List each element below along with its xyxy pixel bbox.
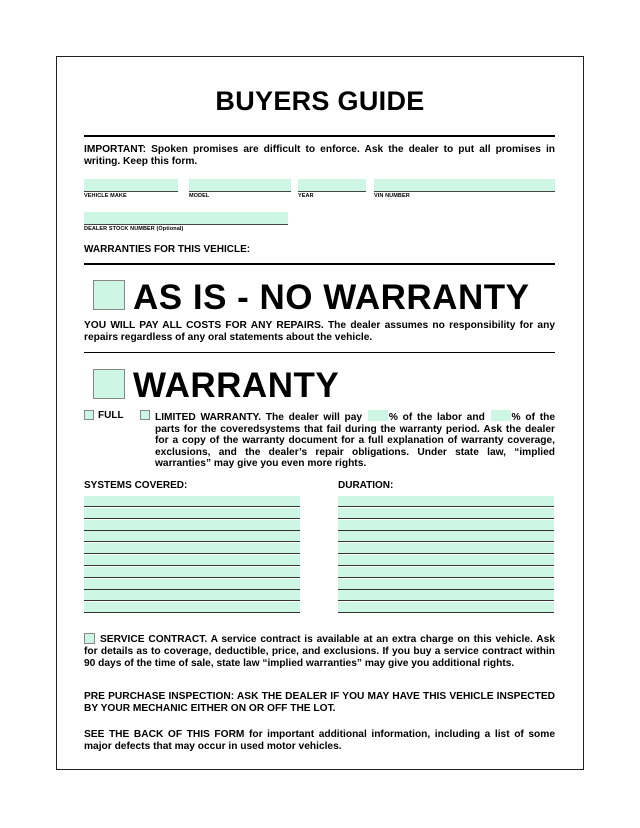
duration-line[interactable]	[338, 508, 554, 519]
model-label: MODEL	[189, 193, 210, 199]
full-label: FULL	[98, 410, 124, 421]
systems-covered-line[interactable]	[84, 543, 300, 554]
systems-covered-line[interactable]	[84, 555, 300, 566]
systems-covered-line[interactable]	[84, 531, 300, 542]
systems-covered-line[interactable]	[84, 590, 300, 601]
as-is-heading: AS IS - NO WARRANTY	[133, 278, 530, 317]
systems-covered-line[interactable]	[84, 508, 300, 519]
important-notice: IMPORTANT: Spoken promises are difficult to enforce. Ask the dealer to put all promises in writing. Keep this form.	[84, 144, 555, 167]
warranties-heading: WARRANTIES FOR THIS VEHICLE:	[84, 244, 251, 255]
limited-warranty-text-part1: LIMITED WARRANTY. The dealer will pay	[155, 412, 363, 423]
duration-line[interactable]	[338, 555, 554, 566]
divider	[84, 263, 555, 265]
duration-line[interactable]	[338, 531, 554, 542]
duration-line[interactable]	[338, 579, 554, 590]
duration-line[interactable]	[338, 602, 554, 613]
pre-purchase-inspection-text: PRE PURCHASE INSPECTION: ASK THE DEALER IF YOU MAY HAVE THIS VEHICLE INSPECTED BY YOUR MECHANIC EITHER ON OR OFF THE LOT.	[84, 691, 555, 714]
as-is-text: YOU WILL PAY ALL COSTS FOR ANY REPAIRS. The dealer assumes no responsibility for any repairs regardless of any oral statements about the vehicle.	[84, 320, 555, 343]
divider	[84, 352, 555, 353]
duration-line[interactable]	[338, 590, 554, 601]
duration-line[interactable]	[338, 496, 554, 507]
duration-line[interactable]	[338, 567, 554, 578]
as-is-checkbox[interactable]	[93, 280, 125, 310]
year-label: YEAR	[298, 193, 314, 199]
systems-covered-heading: SYSTEMS COVERED:	[84, 480, 188, 491]
systems-covered-line[interactable]	[84, 602, 300, 613]
page-title: BUYERS GUIDE	[215, 86, 425, 116]
service-contract-text: SERVICE CONTRACT. A service contract is available at an extra charge on this vehicle. Ask for details as to coverage, deductible, price, and exclusions. If you buy a service contract within 90 days of the time of sale, state law “implied warranties” may give you additional rights.	[84, 634, 555, 669]
duration-line[interactable]	[338, 520, 554, 531]
limited-warranty-text-part3: % of the parts for the coveredsystems that fail during the warranty period. Ask the dealer for a copy of the warranty document for a full explanation of warranty coverage, exclusions, and the dealer’s repair obligations. Under state law, “implied warranties” may give you even more rights.	[155, 412, 555, 469]
limited-warranty-checkbox[interactable]	[140, 410, 150, 420]
limited-warranty-text	[155, 410, 555, 470]
dealer-stock-number-input[interactable]	[84, 212, 288, 225]
systems-covered-line[interactable]	[84, 496, 300, 507]
duration-heading: DURATION:	[338, 480, 394, 491]
full-warranty-checkbox[interactable]	[84, 410, 94, 420]
systems-covered-line[interactable]	[84, 579, 300, 590]
divider	[84, 135, 555, 137]
see-back-text: SEE THE BACK OF THIS FORM for important additional information, including a list of some major defects that may occur in used motor vehicles.	[84, 729, 555, 752]
warranty-checkbox[interactable]	[93, 369, 125, 399]
labor-percent-input[interactable]	[368, 410, 388, 421]
vehicle-make-input[interactable]	[84, 179, 178, 192]
duration-line[interactable]	[338, 543, 554, 554]
warranty-heading: WARRANTY	[133, 366, 340, 405]
vehicle-make-label: VEHICLE MAKE	[84, 193, 127, 199]
vin-number-label: VIN NUMBER	[374, 193, 410, 199]
year-input[interactable]	[298, 179, 366, 192]
limited-warranty-text-part2: % of the labor and	[388, 412, 485, 423]
dealer-stock-number-label: DEALER STOCK NUMBER (Optional)	[84, 226, 184, 232]
model-input[interactable]	[189, 179, 291, 192]
parts-percent-input[interactable]	[491, 410, 511, 421]
vin-number-input[interactable]	[374, 179, 555, 192]
systems-covered-line[interactable]	[84, 567, 300, 578]
systems-covered-line[interactable]	[84, 520, 300, 531]
